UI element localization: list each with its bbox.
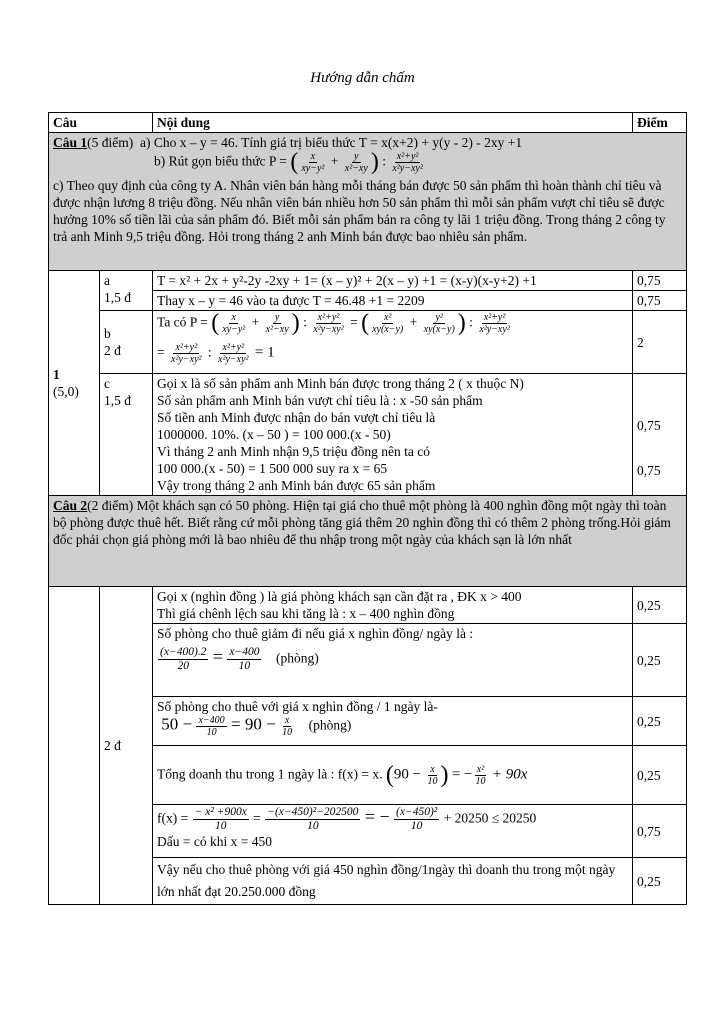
solution-2-row-1 — [49, 587, 687, 624]
solution-1c-content — [153, 374, 633, 496]
solution-2-step-3: Số phòng cho thuê với giá x nghìn đồng / 1 ngày là- 50 − $\frac{x-400}{10}$ = 90 − $\frac{x}{10}$ (phòng) — [153, 697, 633, 746]
solution-1c-line: 100 000.(x - 50) = 1 500 000 suy ra x = 65 — [157, 461, 388, 476]
solution-2-step-2-line-1: Số phòng cho thuê giảm đi nếu giá x nghìn đồng/ ngày là : — [157, 626, 474, 641]
question-2-text: (2 điểm) Một khách sạn có 50 phòng. Hiện tại giá cho thuê một phòng là 400 nghìn đồng một ngày thì toàn bộ phòng được thuê hết. Biết rằng cứ mỗi phòng tăng giá thêm 20 nghìn đồng thì có thêm 2 phòng trống.Hỏi giám đốc phải chọn giá phòng mới là bao nhiêu để thu nhập trong một ngày của khách sạn là lớn nhất — [53, 498, 671, 547]
solution-1b-score: 2 — [633, 311, 687, 374]
solution-1b-prefix: Ta có P = — [157, 314, 208, 330]
solution-2-step-5-prefix: f(x) = — [157, 810, 189, 826]
solution-1-total: (5,0) — [53, 384, 79, 399]
solution-2-step-5-line-2: Dấu = có khi x = 450 — [157, 834, 272, 849]
header-row — [49, 113, 687, 133]
solution-2-step-4: Tổng doanh thu trong 1 ngày là : f(x) = x. (90 − $\frac{x}{10}$ ) = − $\frac{\text{x²}}{10}$ + 90x — [153, 746, 633, 805]
question-1-a — [53, 134, 682, 151]
solution-1c-points: 1,5 đ — [104, 393, 131, 408]
solution-1c-score-cell — [633, 374, 687, 496]
question-1-points: (5 điểm) — [87, 135, 134, 150]
solution-1c-line: Vậy trong tháng 2 anh Minh bán được 65 sản phẩm — [157, 478, 436, 493]
document-title: Hướng dẫn chấm — [310, 70, 415, 86]
solution-2-step-1-line-2: Thì giá chênh lệch sau khi tăng là : x – 400 nghìn đồng — [157, 606, 455, 621]
solution-2-step-5-suffix: + 20250 ≤ 20250 — [443, 810, 537, 826]
solution-2-score-6: 0,25 — [633, 858, 687, 905]
solution-1c-line: Số tiền anh Minh được nhận do bán vượt chỉ tiêu là — [157, 410, 436, 425]
solution-1b-label-cell — [100, 311, 153, 374]
solution-1b-content: Ta có P = ( $\frac{x}{\text{xy−y²}}$ + $\frac{y}{\text{x²−xy}}$ ) : $\frac{\text{x²+y²}}{\text{x²y−xy²}}$ = ( $\frac{\text{x²}}{xy(x-y)}$ + $\frac{\text{y²}}{xy(x-y)}$ ) : $\frac{\text{x²+y²}}{\text{x²y−xy²}}$ = $\frac{\text{x²+y²}}{\text{x²y−xy²}}$ : $\frac{\text{x²+y²}}{\text{x²y−xy²}}$ = 1 — [153, 311, 633, 374]
solution-2-score-1: 0,25 — [633, 587, 687, 624]
question-1-row — [49, 133, 687, 271]
solution-2-step-1-line-1: Gọi x (nghìn đồng ) là giá phòng khách sạn cần đặt ra , ĐK x > 400 — [157, 589, 522, 604]
question-2-row — [49, 496, 687, 587]
question-1-part-b: b) Rút gọn biểu thức P = ( $\frac{x}{\text{xy−y²}}$ + $\frac{y}{\text{x²−xy}}$ ) : $\frac{\text{x²+y²}}{\text{x²y−xy²}}$ — [154, 149, 423, 175]
solution-1a-label: a — [104, 273, 110, 288]
solution-1b-row — [49, 311, 687, 374]
solution-1a-label-cell — [100, 271, 153, 311]
header-cau: Câu — [49, 113, 153, 133]
question-1-part-c: c) Theo quy định của công ty A. Nhân viên bán hàng mỗi tháng bán được 50 sản phẩm thì hoàn thành chỉ tiêu và được nhận lương 8 triệu đồng. Nếu nhân viên bán nhiều hơn 50 sản phẩm thì mỗi sản phẩm vượt chỉ tiêu sẽ được hưởng 10% số tiền lãi của sản phẩm đó. Biết mỗi sản phẩm bán ra công ty lãi 1 triệu đồng. Trong tháng 2 công ty trả anh Minh 9,5 triệu đồng. Hỏi trong tháng 2 anh Minh bán được bao nhiêu sản phẩm. — [53, 178, 666, 244]
solution-1c-line: 1000000. 10%. (x – 50 ) = 100 000.(x - 50) — [157, 427, 391, 442]
solution-2-score-2: 0,25 — [633, 624, 687, 697]
solution-1b-points: 2 đ — [104, 343, 121, 358]
solution-1-number: 1 — [53, 367, 60, 382]
header-diem: Điểm — [633, 113, 687, 133]
solution-1a-points: 1,5 đ — [104, 290, 131, 305]
solution-1c-score-2: 0,75 — [637, 463, 661, 478]
grading-table — [48, 112, 687, 905]
solution-1a-line-2: Thay x – y = 46 vào ta được T = 46.48 +1 = 2209 — [153, 291, 633, 311]
solution-1c-line: Gọi x là số sản phẩm anh Minh bán được trong tháng 2 ( x thuộc N) — [157, 376, 524, 391]
solution-2-step-3-unit: (phòng) — [308, 717, 352, 733]
solution-2-step-3-line-1: Số phòng cho thuê với giá x nghìn đồng / 1 ngày là- — [157, 699, 438, 714]
solution-1a-line-1: T = x² + 2x + y²-2y -2xy + 1= (x – y)² + 2(x – y) +1 = (x-y)(x-y+2) +1 — [153, 271, 633, 291]
solution-1b-label: b — [104, 326, 111, 341]
solution-1c-label: c — [104, 376, 110, 391]
solution-2-step-6: Vậy nếu cho thuê phòng với giá 450 nghìn đồng/1ngày thì doanh thu trong một ngày lớn nhất đạt 20.250.000 đồng — [153, 858, 633, 905]
solution-1c-score-1: 0,75 — [637, 418, 661, 433]
question-1-b-prefix: b) Rút gọn biểu thức P = — [154, 153, 287, 169]
solution-2-score-4: 0,25 — [633, 746, 687, 805]
solution-2-step-2: Số phòng cho thuê giảm đi nếu giá x nghìn đồng/ ngày là : $\frac{(x-400).2}{20}$ = $\frac{x-400}{10}$ (phòng) — [153, 624, 633, 697]
solution-1a-score-1: 0,75 — [633, 271, 687, 291]
solution-2-score-5: 0,75 — [633, 805, 687, 858]
solution-1c-line: Số sản phẩm anh Minh bán vượt chỉ tiêu là : x -50 sản phẩm — [157, 393, 483, 408]
solution-1c-row — [49, 374, 687, 496]
solution-1a-score-2: 0,75 — [633, 291, 687, 311]
solution-2-step-5: f(x) = $\frac{\text{− x² +900x}}{10}$ = $\frac{\text{−(x−450)²−202500}}{10}$ = − $\frac{\text{(x−450)²}}{10}$ + 20250 ≤ 20250 Dấu = có khi x = 450 — [153, 805, 633, 858]
header-noi-dung: Nội dung — [153, 113, 633, 133]
solution-1c-line: Vì tháng 2 anh Minh nhận 9,5 triệu đồng nên ta có — [157, 444, 430, 459]
question-1-part-a: a) Cho x – y = 46. Tính giá trị biểu thức T = x(x+2) + y(y - 2) - 2xy +1 — [140, 135, 523, 150]
solution-1a-row — [49, 271, 687, 291]
question-2-label: Câu 2 — [53, 498, 88, 513]
solution-2-step-1 — [153, 587, 633, 624]
solution-2-step-2-unit: (phòng) — [275, 650, 319, 666]
question-1-label: Câu 1 — [53, 135, 88, 150]
solution-2-score-3: 0,25 — [633, 697, 687, 746]
solution-1-number-cell — [49, 271, 100, 496]
solution-2-points: 2 đ — [100, 587, 153, 905]
solution-2-step-4-line-1: Tổng doanh thu trong 1 ngày là : f(x) = x. — [157, 766, 383, 782]
solution-1c-label-cell — [100, 374, 153, 496]
